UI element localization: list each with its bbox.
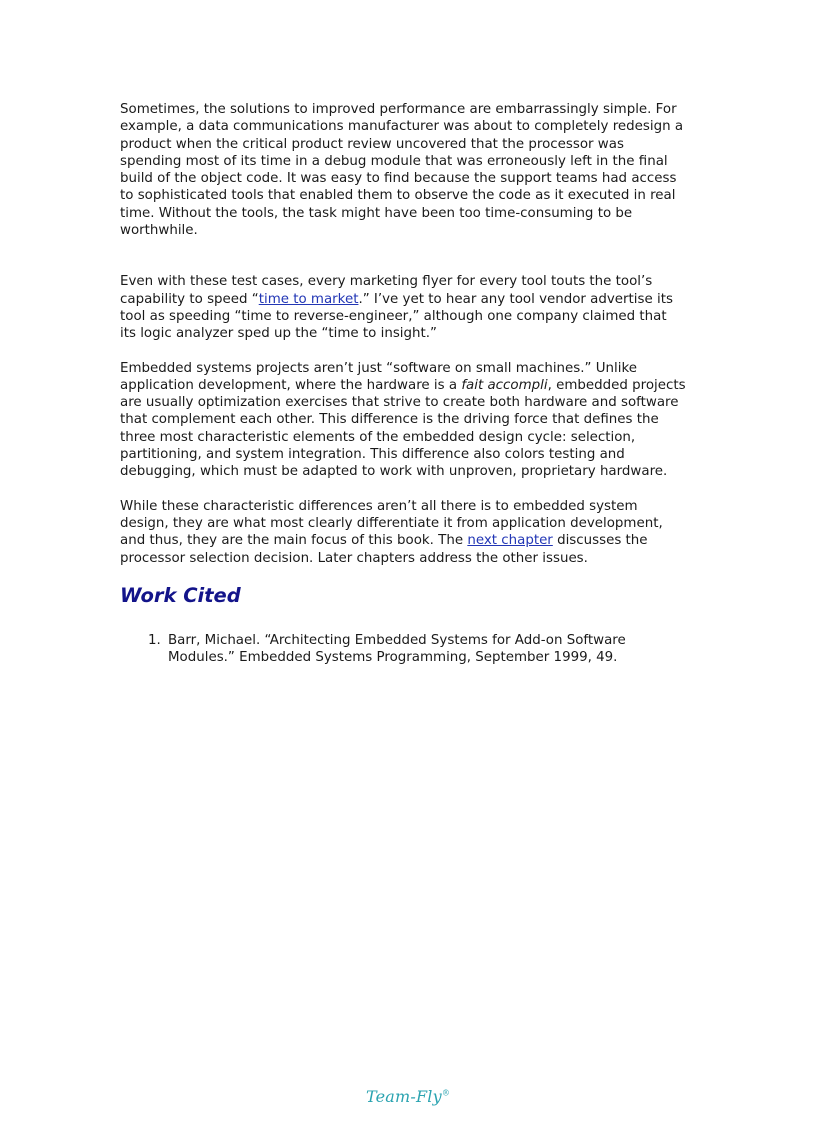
logo-text: Team-Fly [365, 1087, 442, 1106]
paragraph-text: Embedded systems projects aren’t just “software on small machines.” Unlike application development, where the hardware is a [120, 360, 637, 393]
paragraph-performance: Sometimes, the solutions to improved performance are embarrassingly simple. For example, a data communications manufacturer was about to completely redesign a product when the critical product review uncovered that the processor was spending most of its time in a debug module that was erroneously left in the final build of the object code. It was easy to find because the support teams had access to sophisticated tools that enabled them to observe the code as it executed in real time. Without the tools, the task might have been too time-consuming to be worthwhile. [120, 102, 684, 239]
paragraph-text: While these characteristic differences aren’t all there is to embedded system design, they are what most clearly differentiate it from application development, and thus, they are the main focus of this book. The [120, 498, 663, 549]
team-fly-logo [0, 1087, 816, 1106]
work-cited-heading: Work Cited [120, 583, 241, 607]
spacer [120, 239, 686, 273]
citation-item [120, 632, 686, 667]
paragraph-text: discusses the processor selection decision. Later chapters address the other issues. [120, 533, 648, 566]
paragraph-text: Even with these test cases, every marketing flyer for every tool touts the tool’s capability to speed “ [120, 274, 653, 307]
time-to-market-link[interactable]: time to market [258, 291, 359, 307]
paragraph-text: .” I’ve yet to hear any tool vendor advertise its tool as speeding “time to reverse-engineer,” although one company claimed that its logic analyzer sped up the “time to insight.” [120, 291, 673, 342]
works-cited-list [120, 632, 686, 667]
document-page [120, 101, 686, 666]
italic-phrase: fait accompli [461, 377, 548, 393]
citation-number: 1. [148, 632, 161, 648]
registered-mark: ® [441, 1088, 451, 1098]
paragraph-marketing [120, 273, 686, 342]
spacer [120, 343, 686, 360]
spacer [120, 481, 686, 498]
paragraph-text: , embedded projects are usually optimization exercises that strive to create both hardware and software that complement each other. This difference is the driving force that defines the three most characteristic elements of the embedded design cycle: selection, partitioning, and system integration. This difference also colors testing and debugging, which must be adapted to work with unproven, proprietary hardware. [120, 377, 686, 480]
citation-text: Barr, Michael. “Architecting Embedded Systems for Add-on Software Modules.” Embedded Systems Programming, September 1999, 49. [168, 632, 626, 666]
next-chapter-link[interactable]: next chapter [467, 533, 553, 549]
paragraph-embedded-projects [120, 360, 686, 481]
paragraph-differences [120, 498, 686, 567]
